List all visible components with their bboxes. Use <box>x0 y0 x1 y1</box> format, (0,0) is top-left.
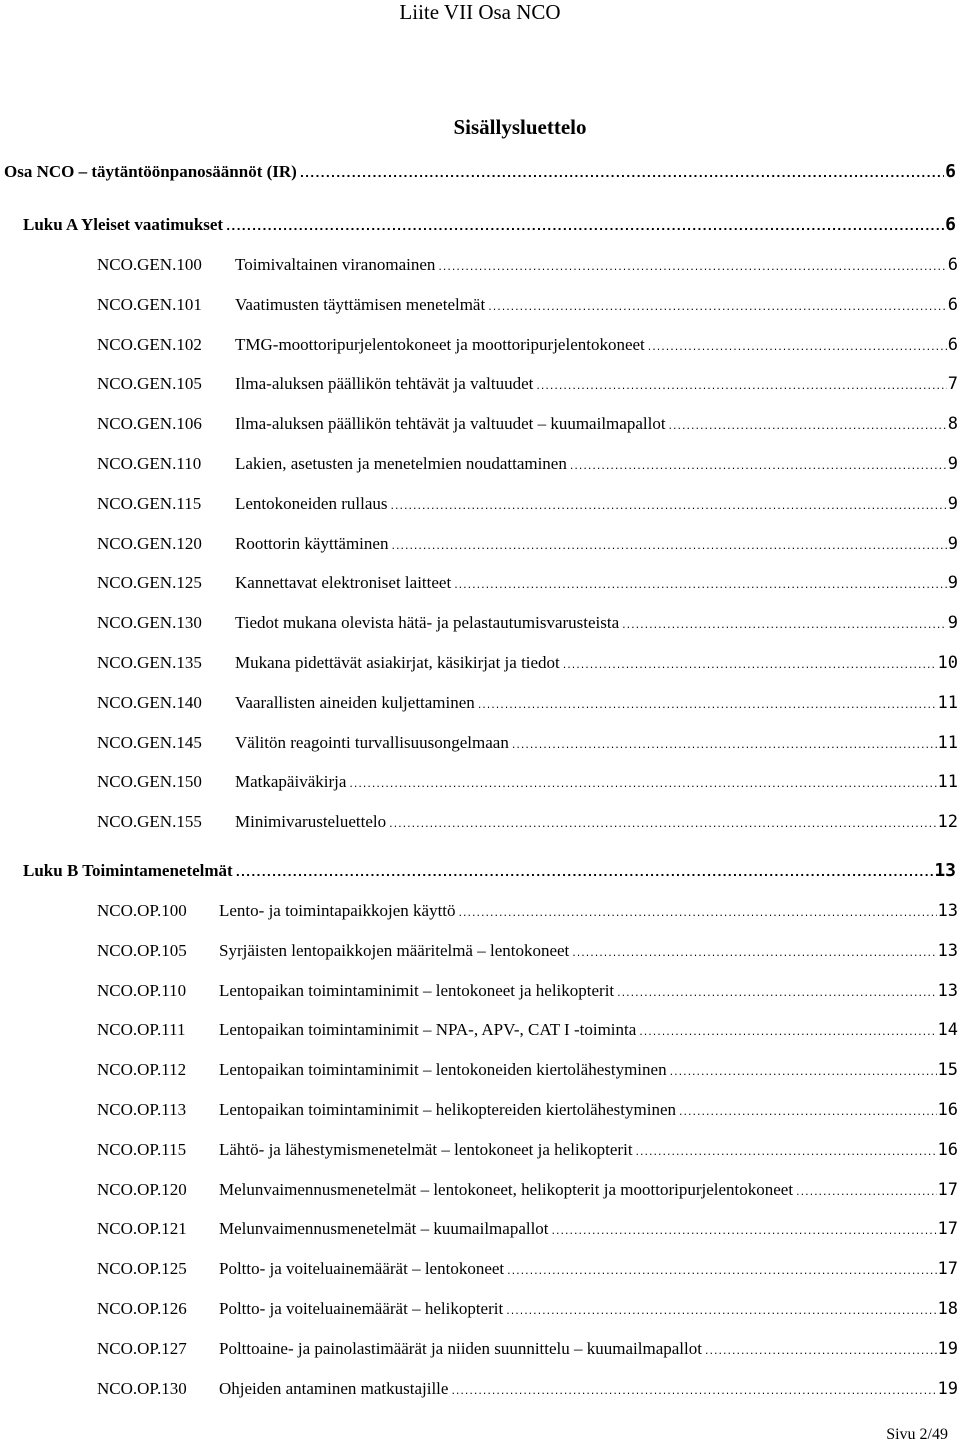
toc-entry-title: TMG-moottoripurjelentokoneet ja moottoripurjelentokoneet <box>235 334 645 354</box>
toc-entry-code: NCO.OP.112 <box>97 1060 187 1080</box>
toc-entry-title: Mukana pidettävät asiakirjat, käsikirjat ja tiedot <box>235 653 560 672</box>
toc-entry-title: Lähtö- ja lähestymismenetelmät – lentokoneet ja helikopterit <box>219 1139 633 1159</box>
toc-entry-code: NCO.OP.105 <box>97 940 187 960</box>
toc-entry-page: 14 <box>937 1020 958 1041</box>
dot-leader <box>451 1379 936 1403</box>
toc-entry-code: NCO.OP.121 <box>97 1219 187 1239</box>
toc-entry[interactable] <box>97 253 958 277</box>
toc-entry[interactable] <box>97 333 958 357</box>
toc-entry[interactable] <box>97 979 958 1003</box>
toc-entry-title: Melunvaimennusmenetelmät – lentokoneet, helikopterit ja moottoripurjelentokoneet <box>219 1179 794 1199</box>
toc-entry-code: NCO.GEN.105 <box>97 374 202 394</box>
toc-entry-code: NCO.OP.126 <box>97 1299 187 1318</box>
toc-entry-title: Tiedot mukana olevista hätä- ja pelastautumisvarusteista <box>235 613 620 633</box>
toc-entry-page: 9 <box>947 454 958 474</box>
toc-entry-page: 11 <box>937 732 958 753</box>
toc-entry[interactable] <box>97 810 958 834</box>
toc-entry-page: 13 <box>937 940 958 961</box>
dot-leader <box>512 733 937 757</box>
toc-entry-code: NCO.GEN.155 <box>97 812 202 832</box>
toc-entry-page: 6 <box>945 214 956 235</box>
dot-leader <box>669 414 947 438</box>
toc-entry[interactable] <box>97 452 958 476</box>
toc-entry[interactable] <box>97 1058 958 1082</box>
toc-entry[interactable] <box>97 1377 958 1401</box>
toc-entry-title: Polttoaine- ja painolastimäärät ja niiden suunnittelu – kuumailmapallot <box>219 1338 702 1358</box>
dot-leader <box>438 255 946 279</box>
toc-entry-page: 8 <box>947 414 958 435</box>
toc-entry-page: 17 <box>937 1219 958 1240</box>
toc-entry-title: Poltto- ja voiteluainemäärät – lentokoneet <box>219 1259 505 1279</box>
dot-leader <box>622 613 947 637</box>
toc-entry-page: 17 <box>937 1259 958 1280</box>
toc-entry-page: 11 <box>937 692 958 713</box>
toc-entry-page: 6 <box>947 255 958 275</box>
toc-entry[interactable] <box>97 1018 958 1042</box>
toc-entry[interactable] <box>97 532 958 556</box>
toc-entry-page: 9 <box>947 613 958 634</box>
dot-leader <box>570 454 947 478</box>
toc-entry-title: Lento- ja toimintapaikkojen käyttö <box>219 901 456 920</box>
toc-entry-code: NCO.GEN.102 <box>97 334 202 354</box>
toc-entry-code: NCO.GEN.106 <box>97 414 202 434</box>
toc-entry-title: Poltto- ja voiteluainemäärät – helikopterit <box>219 1299 504 1318</box>
dot-leader <box>226 215 944 239</box>
document-header: Liite VII Osa NCO <box>399 0 561 24</box>
toc-entry-code: NCO.OP.100 <box>97 901 187 920</box>
toc-entry-code: NCO.OP.125 <box>97 1259 187 1279</box>
toc-entry-code: NCO.GEN.130 <box>97 613 202 633</box>
toc-entry-title: Toimivaltainen viranomainen <box>235 255 436 274</box>
toc-entry-title: Lentopaikan toimintaminimit – NPA-, APV-, CAT I -toiminta <box>219 1020 637 1040</box>
toc-entry-title: Lentokoneiden rullaus <box>235 493 388 513</box>
dot-leader <box>670 1060 937 1084</box>
toc-entry-title: Ohjeiden antaminen matkustajille <box>219 1378 449 1398</box>
toc-entry-page: 11 <box>937 772 958 793</box>
toc-entry-code: NCO.GEN.101 <box>97 294 202 314</box>
toc-entry-title: Lentopaikan toimintaminimit – lentokoneiden kiertolähestyminen <box>219 1060 667 1080</box>
toc-entry-page: 9 <box>947 573 958 594</box>
dot-leader <box>796 1180 936 1204</box>
toc-entry-title: Ilma-aluksen päällikön tehtävät ja valtuudet – kuumailmapallot <box>235 414 666 434</box>
toc-entry[interactable] <box>97 1337 958 1361</box>
dot-leader <box>236 861 934 885</box>
toc-entry-title: Luku A Yleiset vaatimukset <box>23 215 224 234</box>
toc-entry-code: NCO.OP.120 <box>97 1179 187 1199</box>
toc-entry-page: 13 <box>934 860 956 881</box>
toc-entry-code: NCO.GEN.115 <box>97 493 202 513</box>
toc-entry-title: Kannettavat elektroniset laitteet <box>235 573 452 593</box>
toc-entry-page: 6 <box>945 161 956 182</box>
dot-leader <box>617 981 936 1005</box>
dot-leader <box>349 772 936 796</box>
toc-entry-page: 9 <box>947 493 958 514</box>
toc-entry[interactable] <box>97 770 958 794</box>
toc-entry-code: NCO.GEN.120 <box>97 533 202 553</box>
dot-leader <box>300 162 944 186</box>
toc-entry-code: NCO.GEN.140 <box>97 692 202 712</box>
toc-heading: Sisällysluettelo <box>453 115 587 139</box>
toc-entry-code: NCO.OP.111 <box>97 1020 186 1040</box>
toc-entry-title: Lakien, asetusten ja menetelmien noudattaminen <box>235 454 567 473</box>
dot-leader <box>639 1020 936 1044</box>
toc-entry-title: Matkapäiväkirja <box>235 772 347 792</box>
toc-entry-page: 12 <box>937 812 958 833</box>
dot-leader <box>391 534 946 558</box>
toc-entry-title: Luku B Toimintamenetelmät <box>23 861 233 880</box>
toc-entry-code: NCO.GEN.110 <box>97 454 202 473</box>
toc-entry[interactable] <box>97 293 958 317</box>
toc-entry-code: NCO.OP.115 <box>97 1139 187 1159</box>
toc-entry-code: NCO.OP.113 <box>97 1100 187 1119</box>
toc-entry[interactable] <box>97 1178 958 1202</box>
toc-entry-page: 19 <box>937 1338 958 1359</box>
toc-entry-title: Osa NCO – täytäntöönpanosäännöt (IR) <box>4 162 297 181</box>
toc-entry-title: Minimivarusteluettelo <box>235 812 387 832</box>
toc-entry[interactable] <box>97 571 958 595</box>
toc-entry-page: 15 <box>937 1060 958 1081</box>
toc-entry[interactable] <box>97 1098 958 1122</box>
toc-entry-code: NCO.GEN.135 <box>97 653 202 672</box>
dot-leader <box>459 901 937 925</box>
toc-entry[interactable] <box>97 691 958 715</box>
toc-entry-page: 6 <box>947 294 958 315</box>
toc-entry-part[interactable] <box>4 160 956 184</box>
dot-leader <box>636 1140 937 1164</box>
toc-entry-title: Vaarallisten aineiden kuljettaminen <box>235 692 475 712</box>
dot-leader <box>507 1259 936 1283</box>
toc-entry-page: 18 <box>937 1299 958 1319</box>
toc-entry-page: 17 <box>937 1179 958 1200</box>
dot-leader <box>391 494 947 518</box>
toc-entry-title: Välitön reagointi turvallisuusongelmaan <box>235 732 509 752</box>
dot-leader <box>454 573 947 597</box>
toc-entry[interactable] <box>97 1257 958 1281</box>
toc-entry-subpart-a[interactable] <box>23 213 956 237</box>
toc-entry[interactable] <box>97 651 958 675</box>
dot-leader <box>572 941 936 965</box>
toc-entry-code: NCO.OP.110 <box>97 980 187 1000</box>
toc-entry-title: Roottorin käyttäminen <box>235 533 389 553</box>
toc-entry-title: Melunvaimennusmenetelmät – kuumailmapallot <box>219 1219 549 1239</box>
page-number: Sivu 2/49 <box>886 1426 948 1443</box>
toc-entry[interactable] <box>97 372 958 396</box>
toc-entry-page: 13 <box>937 901 958 921</box>
dot-leader <box>478 693 937 717</box>
dot-leader <box>648 335 947 359</box>
toc-entry-page: 13 <box>937 980 958 1001</box>
toc-entry-code: NCO.GEN.125 <box>97 573 202 593</box>
dot-leader <box>506 1299 936 1323</box>
toc-entry-page: 7 <box>947 374 958 395</box>
toc-entry-page: 19 <box>937 1378 958 1399</box>
toc-entry-title: Syrjäisten lentopaikkojen määritelmä – lentokoneet <box>219 940 570 960</box>
toc-entry-subpart-b[interactable] <box>23 859 956 883</box>
toc-entry-code: NCO.GEN.100 <box>97 255 202 274</box>
toc-entry-page: 6 <box>947 334 958 355</box>
toc-entry[interactable] <box>97 412 958 436</box>
toc-entry-code: NCO.GEN.150 <box>97 772 202 792</box>
toc-entry-title: Vaatimusten täyttämisen menetelmät <box>235 294 486 314</box>
toc-entry-title: Lentopaikan toimintaminimit – lentokoneet ja helikopterit <box>219 980 615 1000</box>
dot-leader <box>563 653 937 677</box>
dot-leader <box>389 812 936 836</box>
toc-entry-code: NCO.OP.130 <box>97 1378 187 1398</box>
toc-entry[interactable] <box>97 731 958 755</box>
toc-entry[interactable] <box>97 1138 958 1162</box>
dot-leader <box>488 295 947 319</box>
toc-entry[interactable] <box>97 1217 958 1241</box>
dot-leader <box>536 374 946 398</box>
dot-leader <box>552 1219 937 1243</box>
toc-entry-page: 9 <box>947 533 958 554</box>
toc-entry-page: 16 <box>937 1100 958 1120</box>
toc-entry-title: Ilma-aluksen päällikön tehtävät ja valtuudet <box>235 374 534 394</box>
toc-entry[interactable] <box>97 492 958 516</box>
toc-entry[interactable] <box>97 611 958 635</box>
dot-leader <box>705 1339 937 1363</box>
toc-entry-code: NCO.GEN.145 <box>97 732 202 752</box>
toc-entry[interactable] <box>97 899 958 923</box>
toc-entry-page: 10 <box>937 653 958 673</box>
toc-entry-code: NCO.OP.127 <box>97 1338 187 1358</box>
toc-entry[interactable] <box>97 939 958 963</box>
toc-entry-title: Lentopaikan toimintaminimit – helikoptereiden kiertolähestyminen <box>219 1100 676 1119</box>
toc-entry-page: 16 <box>937 1139 958 1160</box>
dot-leader <box>679 1100 937 1124</box>
toc-entry[interactable] <box>97 1297 958 1321</box>
